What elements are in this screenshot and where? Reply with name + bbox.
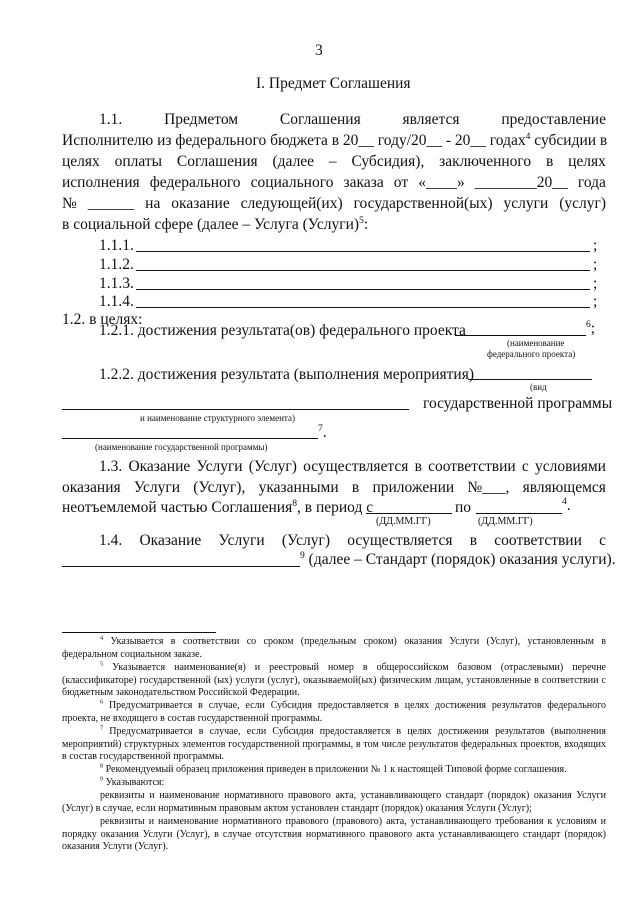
p1-1-line1: 1.1. Предметом Соглашения является предоставление	[99, 111, 606, 128]
p1-2-lead: 1.2. в целях:	[62, 311, 143, 328]
footnote-ref-6: 6	[586, 318, 591, 330]
p1-1-line2: Исполнителю из федерального бюджета в 20__ году/20__ - 20__ годах$^4$ субсидии в	[62, 130, 608, 149]
p1-4-line1: 1.4. Оказание Услуги (Услуг) осуществляется в соответствии с	[99, 532, 606, 549]
p1-3-line3: неотъемлемой частью Соглашения$^8$, в период с	[62, 497, 374, 516]
footnote-ref-9: 9	[300, 549, 305, 561]
caption-state-program: (наименование государственной программы)	[95, 442, 268, 452]
item-1-1-3: 1.1.3.	[99, 275, 134, 292]
p1-1-line3: целях оплаты Соглашения (далее – Субсидия), заключенного в целях	[62, 153, 606, 170]
period-po: по	[455, 499, 472, 516]
item-end: ;	[593, 293, 598, 310]
footnote-ref-8: 8	[292, 497, 297, 509]
p1-4-line2: $^9$ (далее – Стандарт (порядок) оказания услуги).	[300, 549, 616, 568]
footnote-5: $^5$ Указывается наименование(я) и реестровый номер в общероссийском базовом (отраслевыми) перечне (классификаторе) государственной (ых) услуги (услуг), оказываемой(ых) физическим лицам, установленные в соответствии с бюджетным законодательством Российской Федерации.	[62, 660, 606, 699]
item-1-1-4: 1.1.4.	[99, 293, 134, 310]
footnote-6: $^6$ Предусматривается в случае, если Субсидия предоставляется в целях достижения результатов федерального проекта, не входящего в состав государственной программы.	[62, 698, 606, 724]
p1-2-2-text: 1.2.2. достижения результата (выполнения мероприятия)	[99, 366, 475, 383]
period-end-blank	[476, 513, 562, 514]
p1-1-line4: исполнения федерального социального заказа от «____» ________20__ года	[62, 174, 606, 191]
item-end: ;	[593, 275, 598, 292]
item-1-1-2-blank	[136, 270, 590, 271]
footnote-ref-4: 4	[525, 130, 531, 142]
standard-blank	[62, 566, 300, 567]
caption-vid: (вид	[530, 382, 547, 392]
footnote-4: $^4$ Указывается в соответствии со сроком (предельным сроком) оказания Услуги (Услуг), установленным в федеральном социальном заказе.	[62, 634, 606, 660]
date-format-start: (ДД.ММ.ГГ)	[376, 516, 431, 527]
p1-1-line6: в социальной сфере (далее – Услуга (Услуги)$^5$:	[62, 214, 369, 233]
footnote-7: $^7$ Предусматривается в случае, если Субсидия предоставляется в целях достижения результатов (выполнения мероприятий) структурных элементов государственной программы, в том числе результатов федеральных проектов, входящих в состав государственной программы.	[62, 724, 606, 763]
p1-3-line2: оказания Услуги (Услуг), указанными в приложении №___, являющемся	[62, 479, 606, 496]
p1-3-end: $^4$.	[562, 495, 571, 514]
state-program-label: государственной программы	[423, 395, 613, 412]
footnote-9: $^9$ Указываются:	[100, 775, 165, 788]
footnote-ref-7: 7	[318, 422, 323, 434]
caption-federal-project-2: федерального проекта)	[487, 349, 576, 359]
item-end: ;	[593, 256, 598, 273]
item-1-1-4-blank	[136, 307, 590, 308]
footnote-9-detail-2: реквизиты и наименование нормативного правового (правового) акта, устанавливающего требования к условиям и порядку оказания Услуги (Услуг), в случае отсутствия нормативного правового акта устанавливающего стандарт (порядок) оказания Услуги (Услуг).	[62, 816, 606, 853]
item-1-1-3-blank	[136, 289, 590, 290]
p1-2-2-blank-2	[62, 409, 409, 410]
footnote-9-detail-1: реквизиты и наименование нормативного правового акта, устанавливающего стандарт (порядок) оказания Услуги (Услуг) в случае, если нормативным правовым актом установлен стандарт (порядок) оказания Услуги (Услуг);	[62, 790, 606, 814]
p1-2-2-end: $^7$.	[318, 422, 327, 441]
page-number: 3	[315, 42, 323, 59]
period-start-blank	[366, 513, 452, 514]
item-end: ;	[593, 237, 598, 254]
p1-2-2-blank	[468, 379, 592, 380]
footnote-ref-5: 5	[359, 214, 364, 226]
date-format-end: (ДД.ММ.ГГ)	[478, 516, 533, 527]
caption-structural-element: и наименование структурного элемента)	[140, 413, 295, 423]
item-1-1-1: 1.1.1.	[99, 237, 134, 254]
item-1-1-2: 1.1.2.	[99, 256, 134, 273]
footnote-8: $^8$ Рекомендуемый образец приложения приведен в приложении № 1 к настоящей Типовой форме соглашения.	[100, 762, 567, 775]
footnote-ref-4b: 4	[562, 495, 567, 507]
p1-2-1-end: $^6$;	[586, 318, 596, 337]
p1-1-line5: № ______ на оказание следующей(их) государственной(ых) услуги (услуг)	[62, 195, 606, 212]
section-title: I. Предмет Соглашения	[256, 75, 411, 92]
item-1-1-1-blank	[136, 251, 590, 252]
p1-2-1-blank	[455, 335, 586, 336]
footnote-separator	[62, 632, 216, 633]
p1-3-line1: 1.3. Оказание Услуги (Услуг) осуществляется в соответствии с условиями	[99, 458, 606, 475]
p1-2-2-blank-3	[62, 438, 318, 439]
p1-2-1-text: 1.2.1. достижения результата(ов) федерального проекта	[99, 322, 466, 339]
caption-federal-project-1: (наименование	[507, 338, 565, 348]
